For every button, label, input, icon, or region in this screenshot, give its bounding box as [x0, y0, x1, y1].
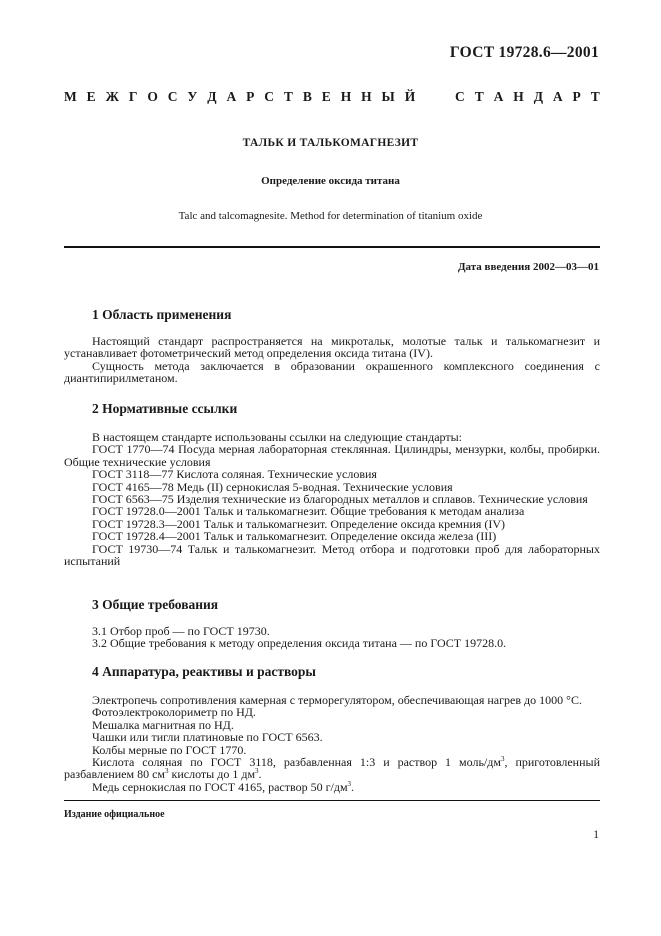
heading-letter: С — [264, 89, 275, 104]
requirement-line: 3.2 Общие требования к методу определения оксида титана — по ГОСТ 19728.0. — [92, 636, 507, 651]
reference-line: ГОСТ 19728.3—2001 Тальк и талькомагнезит. Определение оксида кремния (IV) — [92, 516, 506, 531]
heading-letter: М — [64, 89, 77, 104]
apparatus-line: Мешалка магнитная по НД. — [92, 717, 234, 732]
heading-letter: О — [147, 89, 158, 104]
footer-divider — [64, 800, 600, 801]
reference-line: ГОСТ 19728.0—2001 Тальк и талькомагнезит. Общие требования к методам анализа — [92, 504, 525, 519]
section-scope — [64, 307, 600, 385]
heading-letter: А — [493, 89, 504, 104]
english-title: Talc and talcomagnesite. Method for determination of titanium oxide — [178, 210, 483, 222]
requirement-line: 3.1 Отбор проб — по ГОСТ 19730. — [92, 624, 270, 638]
apparatus-line: Колбы мерные по ГОСТ 1770. — [92, 742, 247, 757]
copper-sulfate-line — [64, 781, 600, 793]
word-gap — [425, 89, 445, 105]
heading-letter: Р — [246, 89, 255, 104]
text-run: , приготовленный разбавлением 80 см — [64, 755, 600, 782]
document-subtitle: Определение оксида титана — [261, 175, 400, 187]
heading-letter: Д — [207, 89, 217, 104]
heading-letter: Е — [86, 89, 96, 104]
paragraph: Сущность метода заключается в образовании окрашенного комплексного соединения с диантипирилметаном. — [64, 358, 600, 386]
reference-line: ГОСТ 3118—77 Кислота соляная. Технические условия — [92, 467, 377, 482]
introduction-date: Дата введения 2002—03—01 — [457, 261, 599, 273]
superscript: 3 — [500, 755, 505, 764]
heading-letter: Н — [361, 89, 372, 104]
page-number: 1 — [593, 829, 599, 841]
section-apparatus — [64, 664, 600, 793]
heading-letter: Н — [513, 89, 524, 104]
official-edition-note: Издание официальное — [64, 809, 165, 820]
text-run: . — [258, 767, 262, 782]
heading-letter: С — [455, 89, 465, 104]
heading-letter: Т — [283, 89, 293, 104]
reference-line: В настоящем стандарте использованы ссылки на следующие стандарты: — [92, 430, 463, 444]
section-heading: 3 Общие требования — [92, 597, 219, 612]
heading-letter: Н — [340, 89, 352, 104]
reference-line: ГОСТ 1770—74 Посуда мерная лабораторная стеклянная. Цилиндры, мензурки, колбы, пробирки. Общие технические условия — [64, 442, 600, 469]
section-heading: 4 Аппаратура, реактивы и растворы — [92, 664, 316, 679]
document-title: ТАЛЬК И ТАЛЬКОМАГНЕЗИТ — [242, 137, 419, 149]
apparatus-line: Фотоэлектроколориметр по НД. — [92, 705, 256, 720]
section-normative-references — [64, 401, 600, 567]
heading-letter: С — [167, 89, 178, 104]
section-heading: 2 Нормативные ссылки — [92, 401, 238, 416]
section-general-requirements — [64, 597, 600, 650]
reference-line: ГОСТ 4165—78 Медь (II) сернокислая 5-водная. Технические условия — [92, 479, 453, 494]
heading-letter: Г — [128, 89, 138, 104]
standard-code: ГОСТ 19728.6—2001 — [449, 44, 599, 61]
heading-letter: Р — [572, 89, 581, 104]
heading-letter: Д — [533, 89, 543, 104]
heading-letter: У — [187, 89, 198, 104]
reference-line: ГОСТ 6563—75 Изделия технические из благородных металлов и сплавов. Технические условия — [92, 492, 588, 507]
heading-letter: В — [302, 89, 312, 104]
heading-letter: Е — [321, 89, 331, 104]
heading-letter: А — [552, 89, 563, 104]
paragraph: Настоящий стандарт распространяется на микротальк, молотые тальк и талькомагнезит и устанавливает фотометрический метод определения оксида титана (IV). — [64, 334, 600, 361]
text-run: . — [351, 779, 355, 794]
section-heading: 1 Область применения — [92, 307, 232, 322]
heading-letter: Ж — [105, 89, 119, 104]
apparatus-line: Электропечь сопротивления камерная с терморегулятором, обеспечивающая нагрев до 1000 °С. — [92, 693, 582, 707]
heading-letter: Й — [404, 89, 416, 104]
heading-letter: Т — [590, 89, 600, 104]
hydrochloric-acid-line — [64, 756, 600, 781]
superscript: 3 — [347, 779, 352, 788]
interstate-standard-heading — [64, 89, 600, 105]
heading-letter: Т — [474, 89, 484, 104]
reference-line: ГОСТ 19728.4—2001 Тальк и талькомагнезит. Определение оксида железа (III) — [92, 529, 497, 544]
heading-letter: Ы — [381, 89, 395, 104]
superscript: 3 — [165, 767, 169, 776]
text-run: Кислота соляная по ГОСТ 3118, разбавленная 1:3 и раствор 1 моль/дм — [92, 755, 501, 770]
reference-line: ГОСТ 19730—74 Тальк и талькомагнезит. Метод отбора и подготовки проб для лабораторных испытаний — [64, 541, 600, 569]
text-run: кислоты до 1 дм — [168, 767, 256, 782]
apparatus-line: Чашки или тигли платиновые по ГОСТ 6563. — [92, 730, 323, 745]
text-run: Медь сернокислая по ГОСТ 4165, раствор 50 г/дм — [92, 779, 348, 794]
superscript: 3 — [255, 767, 259, 776]
header-divider — [64, 246, 600, 248]
heading-letter: А — [226, 89, 237, 104]
